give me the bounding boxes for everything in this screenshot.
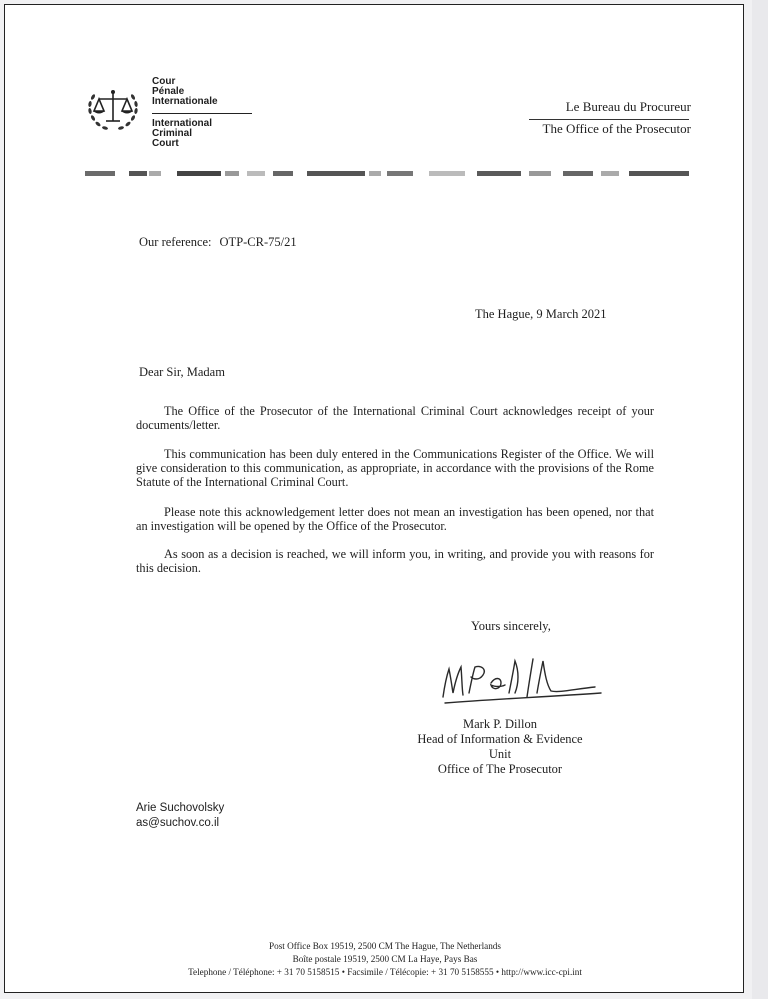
- our-reference: [139, 235, 297, 250]
- recipient-name: Arie Suchovolsky: [136, 802, 225, 814]
- salutation: Dear Sir, Madam: [139, 365, 225, 379]
- handwritten-signature: [435, 653, 605, 709]
- letter-date: The Hague, 9 March 2021: [475, 307, 607, 321]
- footer-contact: Telephone / Téléphone: + 31 70 5158515 • Facsimile / Télécopie: + 31 70 5158555 • http://www.icc-cpi.int: [188, 967, 582, 977]
- letterhead-decorative-bar: [85, 171, 689, 177]
- footer-address-en: Post Office Box 19519, 2500 CM The Hague, The Netherlands: [269, 941, 501, 951]
- letter-page: [4, 4, 744, 993]
- body-paragraph-3: Please note this acknowledgement letter does not mean an investigation has been opened, nor that an investigation will be opened by the Office of the Prosecutor.: [136, 505, 654, 533]
- signer-block: [405, 717, 595, 777]
- signer-office: Office of The Prosecutor: [437, 762, 563, 776]
- icc-emblem-icon: [85, 83, 141, 133]
- body-paragraph-1: The Office of the Prosecutor of the International Criminal Court acknowledges receipt of your documents/letter.: [136, 404, 654, 432]
- recipient-email: as@suchov.co.il: [136, 817, 220, 829]
- background-margin: [752, 0, 768, 999]
- org-divider: [152, 113, 252, 114]
- reference-value: OTP-CR-75/21: [219, 235, 297, 249]
- closing: Yours sincerely,: [471, 619, 551, 633]
- org-name-french: Cour Pénale Internationale: [152, 76, 218, 107]
- office-divider: [529, 119, 689, 120]
- letter-footer: [105, 940, 665, 979]
- body-paragraph-4: As soon as a decision is reached, we will inform you, in writing, and provide you with reasons for this decision.: [136, 547, 654, 575]
- reference-label: Our reference:: [139, 235, 212, 249]
- body-paragraph-2: This communication has been duly entered in the Communications Register of the Office. We will give consideration to this communication, as appropriate, in accordance with the provisions of the Rome Statute of the International Criminal Court.: [136, 447, 654, 489]
- signer-name: Mark P. Dillon: [463, 717, 537, 731]
- org-name-english: International Criminal Court: [152, 118, 213, 149]
- signer-title: Head of Information & Evidence Unit: [417, 732, 583, 761]
- footer-address-fr: Boîte postale 19519, 2500 CM La Haye, Pays Bas: [292, 954, 478, 964]
- office-name-english: The Office of the Prosecutor: [542, 121, 691, 136]
- office-name-french: Le Bureau du Procureur: [565, 99, 691, 114]
- recipient-block: [136, 801, 224, 831]
